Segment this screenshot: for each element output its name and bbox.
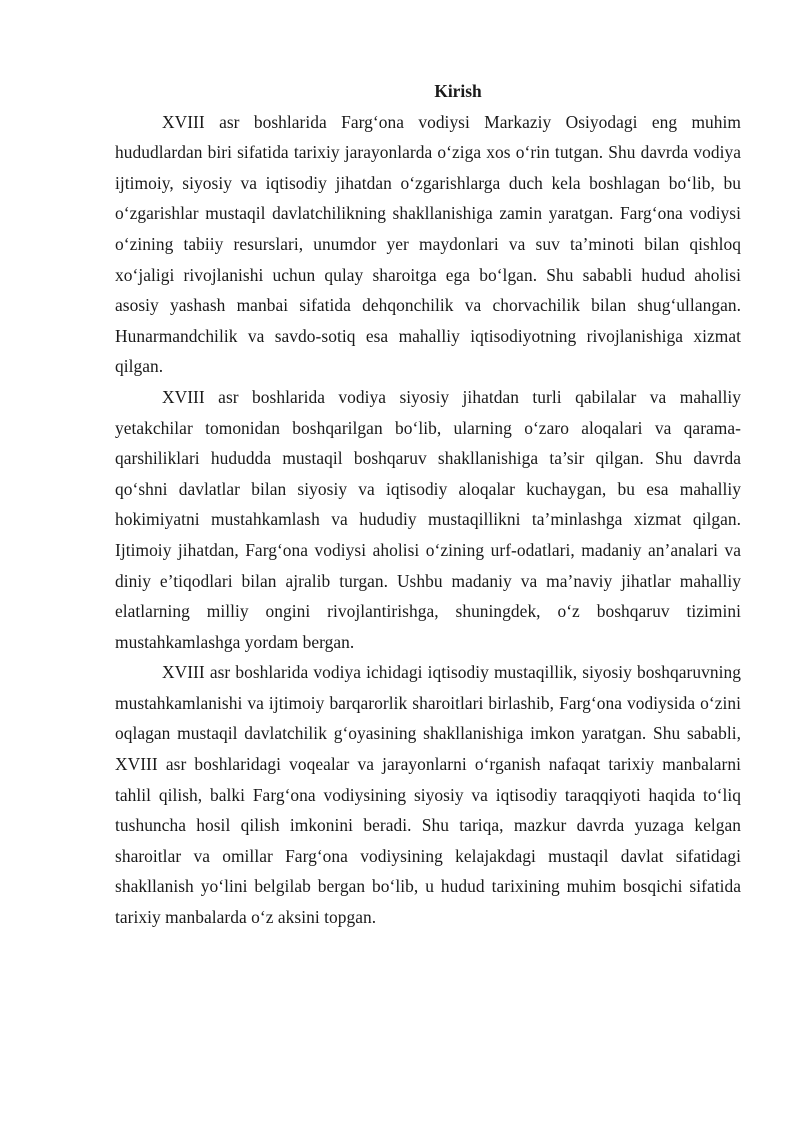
document-title: Kirish [434,81,482,101]
paragraph-3: XVIII asr boshlarida vodiya ichidagi iqtisodiy mustaqillik, siyosiy boshqaruvning mustahkamlanishi va ijtimoiy barqarorlik sharoitlari birlashib, Farg‘ona vodiysida o‘zini oqlagan mustaqil davlatchilik g‘oyasining shakllanishiga imkon yaratgan. Shu sababli, XVIII asr boshlaridagi voqealar va jarayonlarni o‘rganish nafaqat tarixiy manbalarni tahlil qilish, balki Farg‘ona vodiysining siyosiy va iqtisodiy taraqqiyoti haqida to‘liq tushuncha hosil qilish imkonini beradi. Shu tariqa, mazkur davrda yuzaga kelgan sharoitlar va omillar Farg‘ona vodiysining kelajakdagi mustaqil davlat sifatidagi shakllanish yo‘lini belgilab bergan bo‘lib, u hudud tarixining muhim bosqichi sifatida tarixiy manbalarda o‘z aksini topgan. [115,662,741,928]
paragraph-1: XVIII asr boshlarida Farg‘ona vodiysi Markaziy Osiyodagi eng muhim hududlardan biri sifatida tarixiy jarayonlarda o‘ziga xos o‘rin tutgan. Shu davrda vodiya ijtimoiy, siyosiy va iqtisodiy jihatdan o‘zgarishlarga duch kela boshlagan bo‘lib, bu o‘zgarishlar mustaqil davlatchilikning shakllanishiga zamin yaratgan. Farg‘ona vodiysi o‘zining tabiiy resurslari, unumdor yer maydonlari va suv ta’minoti bilan qishloq xo‘jaligi rivojlanishi uchun qulay sharoitga ega bo‘lgan. Shu sababli hudud aholisi asosiy yashash manbai sifatida dehqonchilik va chorvachilik bilan shug‘ullangan. Hunarmandchilik va savdo-sotiq esa mahalliy iqtisodiyotning rivojlanishiga xizmat qilgan. [115,111,741,377]
paragraph-2: XVIII asr boshlarida vodiya siyosiy jihatdan turli qabilalar va mahalliy yetakchilar tomonidan boshqarilgan bo‘lib, ularning o‘zaro aloqalari va qarama-qarshiliklari hududda mustaqil boshqaruv shakllanishiga ta’sir qilgan. Shu davrda qo‘shni davlatlar bilan siyosiy va iqtisodiy aloqalar kuchaygan, bu esa mahalliy hokimiyatni mustahkamlash va hududiy mustaqillikni ta’minlashga xizmat qilgan. Ijtimoiy jihatdan, Farg‘ona vodiysi aholisi o‘zining urf-odatlari, madaniy an’analari va diniy e’tiqodlari bilan ajralib turgan. Ushbu madaniy va ma’naviy jihatlar mahalliy elatlarning milliy ongini rivojlantirishga, shuningdek, o‘z boshqaruv tizimini mustahkamlashga yordam bergan. [115,386,741,652]
document-page [115,76,741,933]
